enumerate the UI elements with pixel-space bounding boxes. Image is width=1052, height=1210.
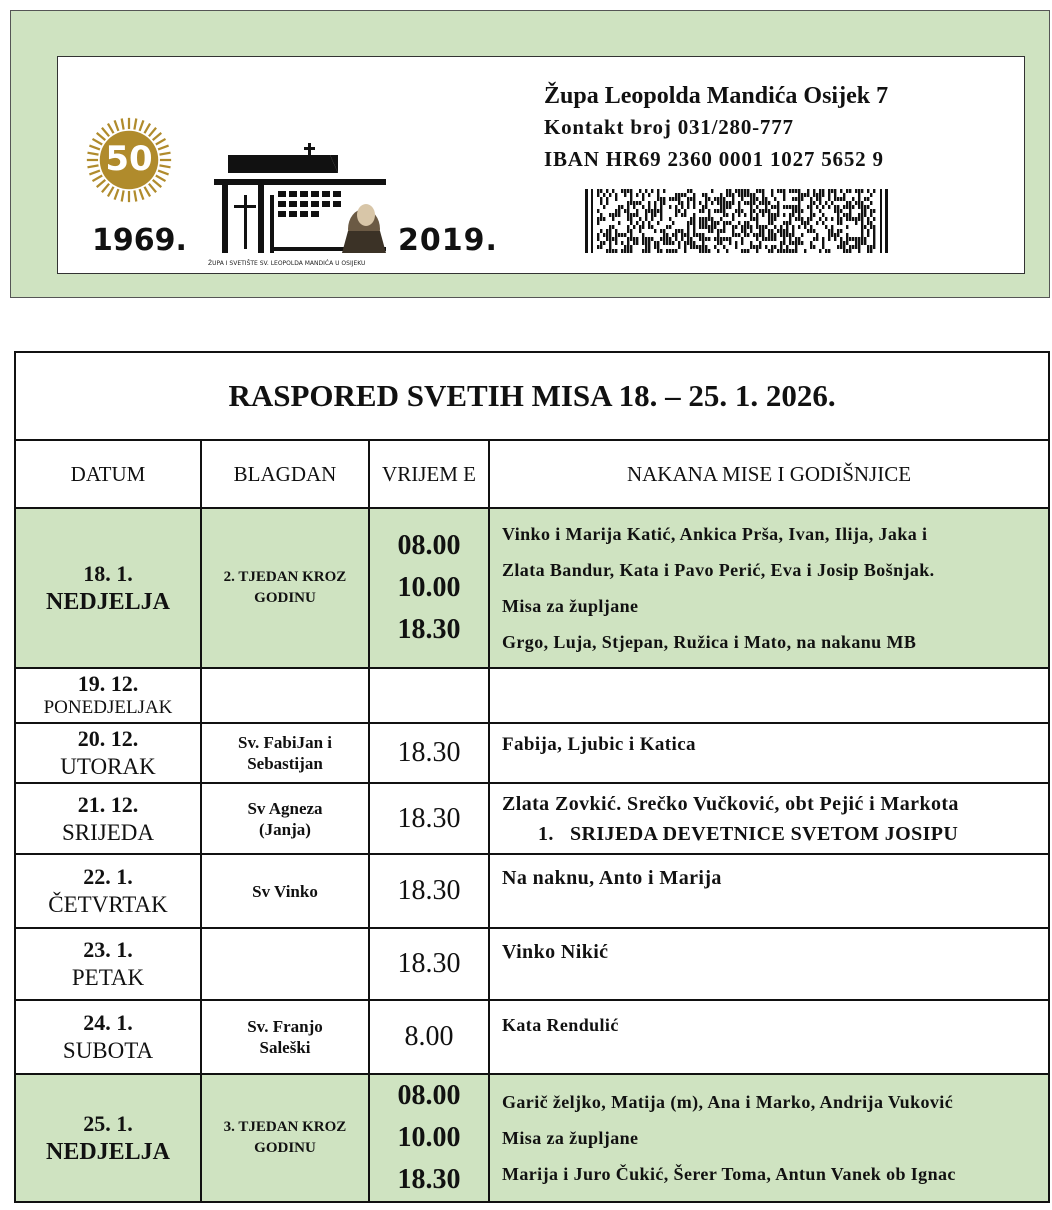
time-cell	[369, 854, 489, 928]
feast-cell: Sv Agneza (Janja)	[201, 783, 369, 854]
weekday: PONEDJELJAK	[43, 696, 173, 718]
mass-time: 18.30	[397, 948, 461, 979]
date-cell	[15, 854, 201, 928]
header-card	[57, 56, 1025, 274]
table-row	[15, 1000, 1049, 1074]
intention: Zlata Bandur, Kata i Pavo Perić, Eva i Josip Bošnjak.	[502, 560, 935, 580]
intention: Marija i Juro Čukić, Šerer Toma, Antun Vanek ob Ignac	[502, 1164, 956, 1184]
mass-time: 8.00	[404, 1021, 454, 1052]
mass-time: 18.30	[397, 802, 461, 834]
table-row	[15, 723, 1049, 783]
parish-name: Župa Leopolda Mandića Osijek 7	[544, 83, 889, 109]
mass-time: 08.00	[397, 1080, 461, 1111]
intentions-cell	[489, 508, 1049, 668]
table-row	[15, 783, 1049, 854]
novena-list-item: 1. SRIJEDA DEVETNICE SVETOM JOSIPU	[538, 822, 959, 845]
intentions-cell	[489, 854, 1049, 928]
column-header-time	[369, 440, 489, 508]
intention: Vinko i Marija Katić, Ankica Prša, Ivan, Ilija, Jaka i	[502, 524, 928, 544]
intention: Na naknu, Anto i Marija	[502, 867, 722, 889]
mass-time: 08.00	[397, 530, 461, 561]
mass-time: 18.30	[397, 614, 461, 645]
intentions-cell	[489, 928, 1049, 1000]
time-cell	[369, 1074, 489, 1202]
intention: Misa za župljane	[502, 596, 639, 616]
year-end: 2019.	[398, 223, 498, 258]
intention: Kata Rendulić	[502, 1015, 619, 1035]
date: 20. 12.	[77, 726, 139, 751]
date-cell	[15, 783, 201, 854]
weekday: NEDJELJA	[45, 1139, 171, 1165]
intention: Zlata Zovkić. Srečko Vučković, obt Pejić i Markota	[502, 792, 959, 815]
weekday: SUBOTA	[62, 1038, 154, 1063]
time-cell	[369, 783, 489, 854]
column-header-time-label: VRIJEM E	[382, 462, 476, 486]
date: 24. 1.	[83, 1010, 133, 1035]
column-header-row	[15, 440, 1049, 508]
date-cell	[15, 723, 201, 783]
time-cell	[369, 508, 489, 668]
table-row	[15, 508, 1049, 668]
table-row	[15, 1074, 1049, 1202]
mass-time: 18.30	[397, 737, 461, 768]
mass-time: 10.00	[397, 572, 461, 603]
intention: Garič željko, Matija (m), Ana i Marko, Andrija Vuković	[502, 1092, 954, 1112]
column-header-intentions: NAKANA MISE I GODIŠNJICE	[489, 440, 1049, 508]
time-cell	[369, 723, 489, 783]
weekday: SRIJEDA	[61, 819, 154, 845]
church-building-icon	[214, 143, 390, 273]
intention: Grgo, Luja, Stjepan, Ružica i Mato, na nakanu MB	[502, 632, 917, 652]
mass-time: 10.00	[397, 1122, 461, 1153]
year-start: 1969.	[92, 223, 187, 258]
mass-time: 18.30	[397, 875, 461, 906]
weekday: NEDJELJA	[45, 589, 171, 615]
time-cell	[369, 668, 489, 723]
intention: Vinko Nikić	[502, 941, 609, 963]
intentions-cell	[489, 668, 1049, 723]
column-header-date: DATUM	[15, 440, 201, 508]
feast-cell: Sv. Franjo Saleški	[201, 1000, 369, 1074]
intention: Misa za župljane	[502, 1128, 639, 1148]
jubilee-number: 50	[105, 139, 153, 179]
header-banner	[10, 10, 1050, 298]
intentions-cell	[489, 723, 1049, 783]
date: 25. 1.	[83, 1111, 133, 1136]
date: 22. 1.	[83, 864, 133, 889]
intention: Fabija, Ljubic i Katica	[502, 734, 696, 755]
intentions-cell	[489, 1000, 1049, 1074]
weekday: PETAK	[71, 965, 145, 990]
feast-cell	[201, 668, 369, 723]
date-cell	[15, 928, 201, 1000]
feast-cell: Sv Vinko	[201, 854, 369, 928]
church-caption: ŽUPA I SVETIŠTE SV. LEOPOLDA MANDIĆA U OSIJEKU	[208, 260, 366, 267]
weekday: ČETVRTAK	[48, 892, 168, 917]
weekday: UTORAK	[60, 754, 156, 779]
mass-schedule-table	[14, 351, 1050, 1203]
date: 21. 12.	[77, 791, 139, 817]
feast-cell: 3. TJEDAN KROZ GODINU	[201, 1074, 369, 1202]
column-header-feast: BLAGDAN	[201, 440, 369, 508]
date-cell	[15, 1000, 201, 1074]
intentions-cell	[489, 1074, 1049, 1202]
table-row	[15, 854, 1049, 928]
table-row	[15, 668, 1049, 723]
payment-barcode-icon	[585, 189, 891, 253]
mass-time: 18.30	[397, 1164, 461, 1195]
time-cell	[369, 928, 489, 1000]
table-row	[15, 928, 1049, 1000]
feast-cell	[201, 928, 369, 1000]
date-cell	[15, 508, 201, 668]
iban: IBAN HR69 2360 0001 1027 5652 9	[544, 147, 884, 171]
feast-cell: Sv. FabiJan i Sebastijan	[201, 723, 369, 783]
time-cell	[369, 1000, 489, 1074]
intentions-cell	[489, 783, 1049, 854]
contact-number: Kontakt broj 031/280-777	[544, 115, 794, 139]
date: 23. 1.	[83, 937, 133, 962]
feast-cell: 2. TJEDAN KROZ GODINU	[201, 508, 369, 668]
schedule-title: RASPORED SVETIH MISA 18. – 25. 1. 2026.	[15, 352, 1049, 440]
date-cell	[15, 1074, 201, 1202]
date: 19. 12.	[77, 670, 139, 696]
date-cell	[15, 668, 201, 723]
date: 18. 1.	[83, 561, 133, 586]
